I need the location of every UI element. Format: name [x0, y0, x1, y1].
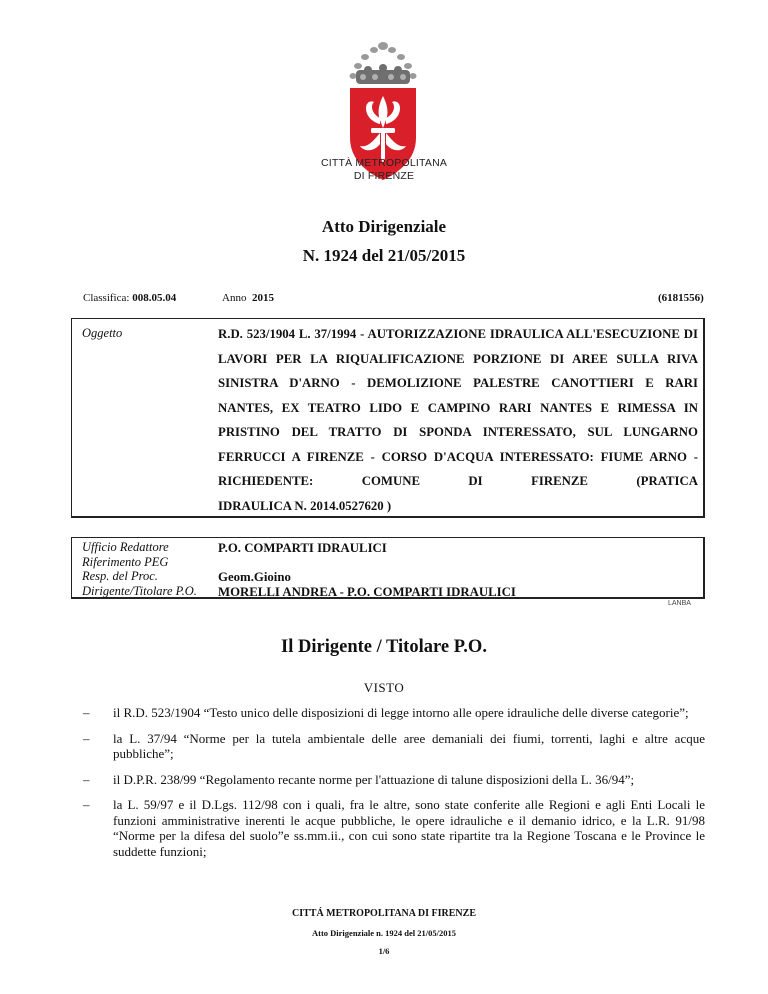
anno [222, 292, 274, 304]
resp-proc-label: Resp. del Proc. [82, 569, 158, 583]
ufficio-values [218, 541, 516, 599]
dirigente-label: Dirigente/Titolare P.O. [82, 583, 197, 598]
list-dash: – [83, 797, 90, 812]
list-item [83, 772, 705, 788]
ufficio-redattore-value: P.O. COMPARTI IDRAULICI [218, 541, 387, 555]
classifica-label: Classifica: [83, 292, 130, 304]
riferimento-peg-label: Riferimento PEG [82, 554, 169, 569]
logo-caption-line2: DI FIRENZE [353, 170, 415, 182]
resp-proc-value: Geom.Gioino [218, 570, 291, 584]
list-item [83, 705, 705, 721]
author-initials: LANBA [668, 600, 691, 607]
list-dash: – [83, 705, 90, 720]
list-item-text: la L. 37/94 “Norme per la tutela ambientale delle aree demaniali dei fiumi, torrenti, laghi e altre acque pubbliche”; [113, 730, 705, 761]
visto-list [83, 705, 705, 869]
logo-caption-line1: CITTÀ METROPOLITANA [320, 157, 448, 169]
ufficio-labels [82, 540, 197, 598]
list-item-text: la L. 59/97 e il D.Lgs. 112/98 con i quali, fra le altre, sono state conferite alle Regioni e agli Enti Locali le funzioni amministrative inerenti le acque pubbliche, le opere idrauliche e il demanio idrico, e la L.R. 91/98 “Norme per la difesa del suolo”e ss.mm.ii., con cui sono state ripartite tra la Regione Toscana e le Province le suddette funzioni; [113, 797, 705, 859]
classifica-value: 008.05.04 [132, 292, 177, 304]
page-number: 1/6 [378, 946, 390, 956]
anno-label: Anno [222, 292, 247, 304]
anno-value: 2015 [251, 292, 274, 304]
list-item [83, 797, 705, 859]
document-code: (6181556) [658, 292, 704, 304]
visto-heading: VISTO [363, 680, 405, 695]
list-dash: – [83, 730, 90, 746]
document-number: N. 1924 del 21/05/2015 [302, 246, 466, 265]
dirigente-value: MORELLI ANDREA - P.O. COMPARTI IDRAULICI [218, 584, 516, 599]
footer-act-ref: Atto Dirigenziale n. 1924 del 21/05/2015 [311, 928, 456, 938]
riferimento-peg-value [218, 556, 516, 571]
oggetto-text-last-line: IDRAULICA N. 2014.0527620 ) [218, 498, 392, 513]
document-title: Atto Dirigenziale [321, 217, 447, 236]
classifica [83, 292, 176, 304]
oggetto-label: Oggetto [82, 326, 123, 340]
ufficio-redattore-label: Ufficio Redattore [82, 540, 169, 554]
list-item-text: il D.P.R. 238/99 “Regolamento recante norme per l'attuazione di talune disposizioni della L. 36/94”; [113, 771, 635, 787]
logo-caption [0, 157, 768, 183]
list-item-text: il R.D. 523/1904 “Testo unico delle disposizioni di legge intorno alle opere idrauliche delle diverse categorie”; [113, 705, 689, 720]
list-item [83, 731, 705, 762]
footer-org: CITTÁ METROPOLITANA DI FIRENZE [291, 908, 476, 919]
oggetto-text [218, 322, 698, 518]
list-dash: – [83, 771, 90, 787]
oggetto-text-body: R.D. 523/1904 L. 37/1994 - AUTORIZZAZIONE IDRAULICA ALL'ESECUZIONE DI LAVORI PER LA RIQUALIFICAZIONE PORZIONE DI AREE SULLA RIVA SINISTRA D'ARNO - DEMOLIZIONE PALESTRE CANOTTIERI E RARI NANTES, EX TEATRO LIDO E CAMPINO RARI NANTES E RIMESSA IN PRISTINO DEL TRATTO DI SPONDA INTERESSATO, SUL LUNGARNO FERRUCCI A FIRENZE - CORSO D'ACQUA INTERESSATO: FIUME ARNO - RICHIEDENTE: COMUNE DI FIRENZE (PRATICA [218, 327, 698, 488]
section-title: Il Dirigente / Titolare P.O. [281, 637, 487, 657]
